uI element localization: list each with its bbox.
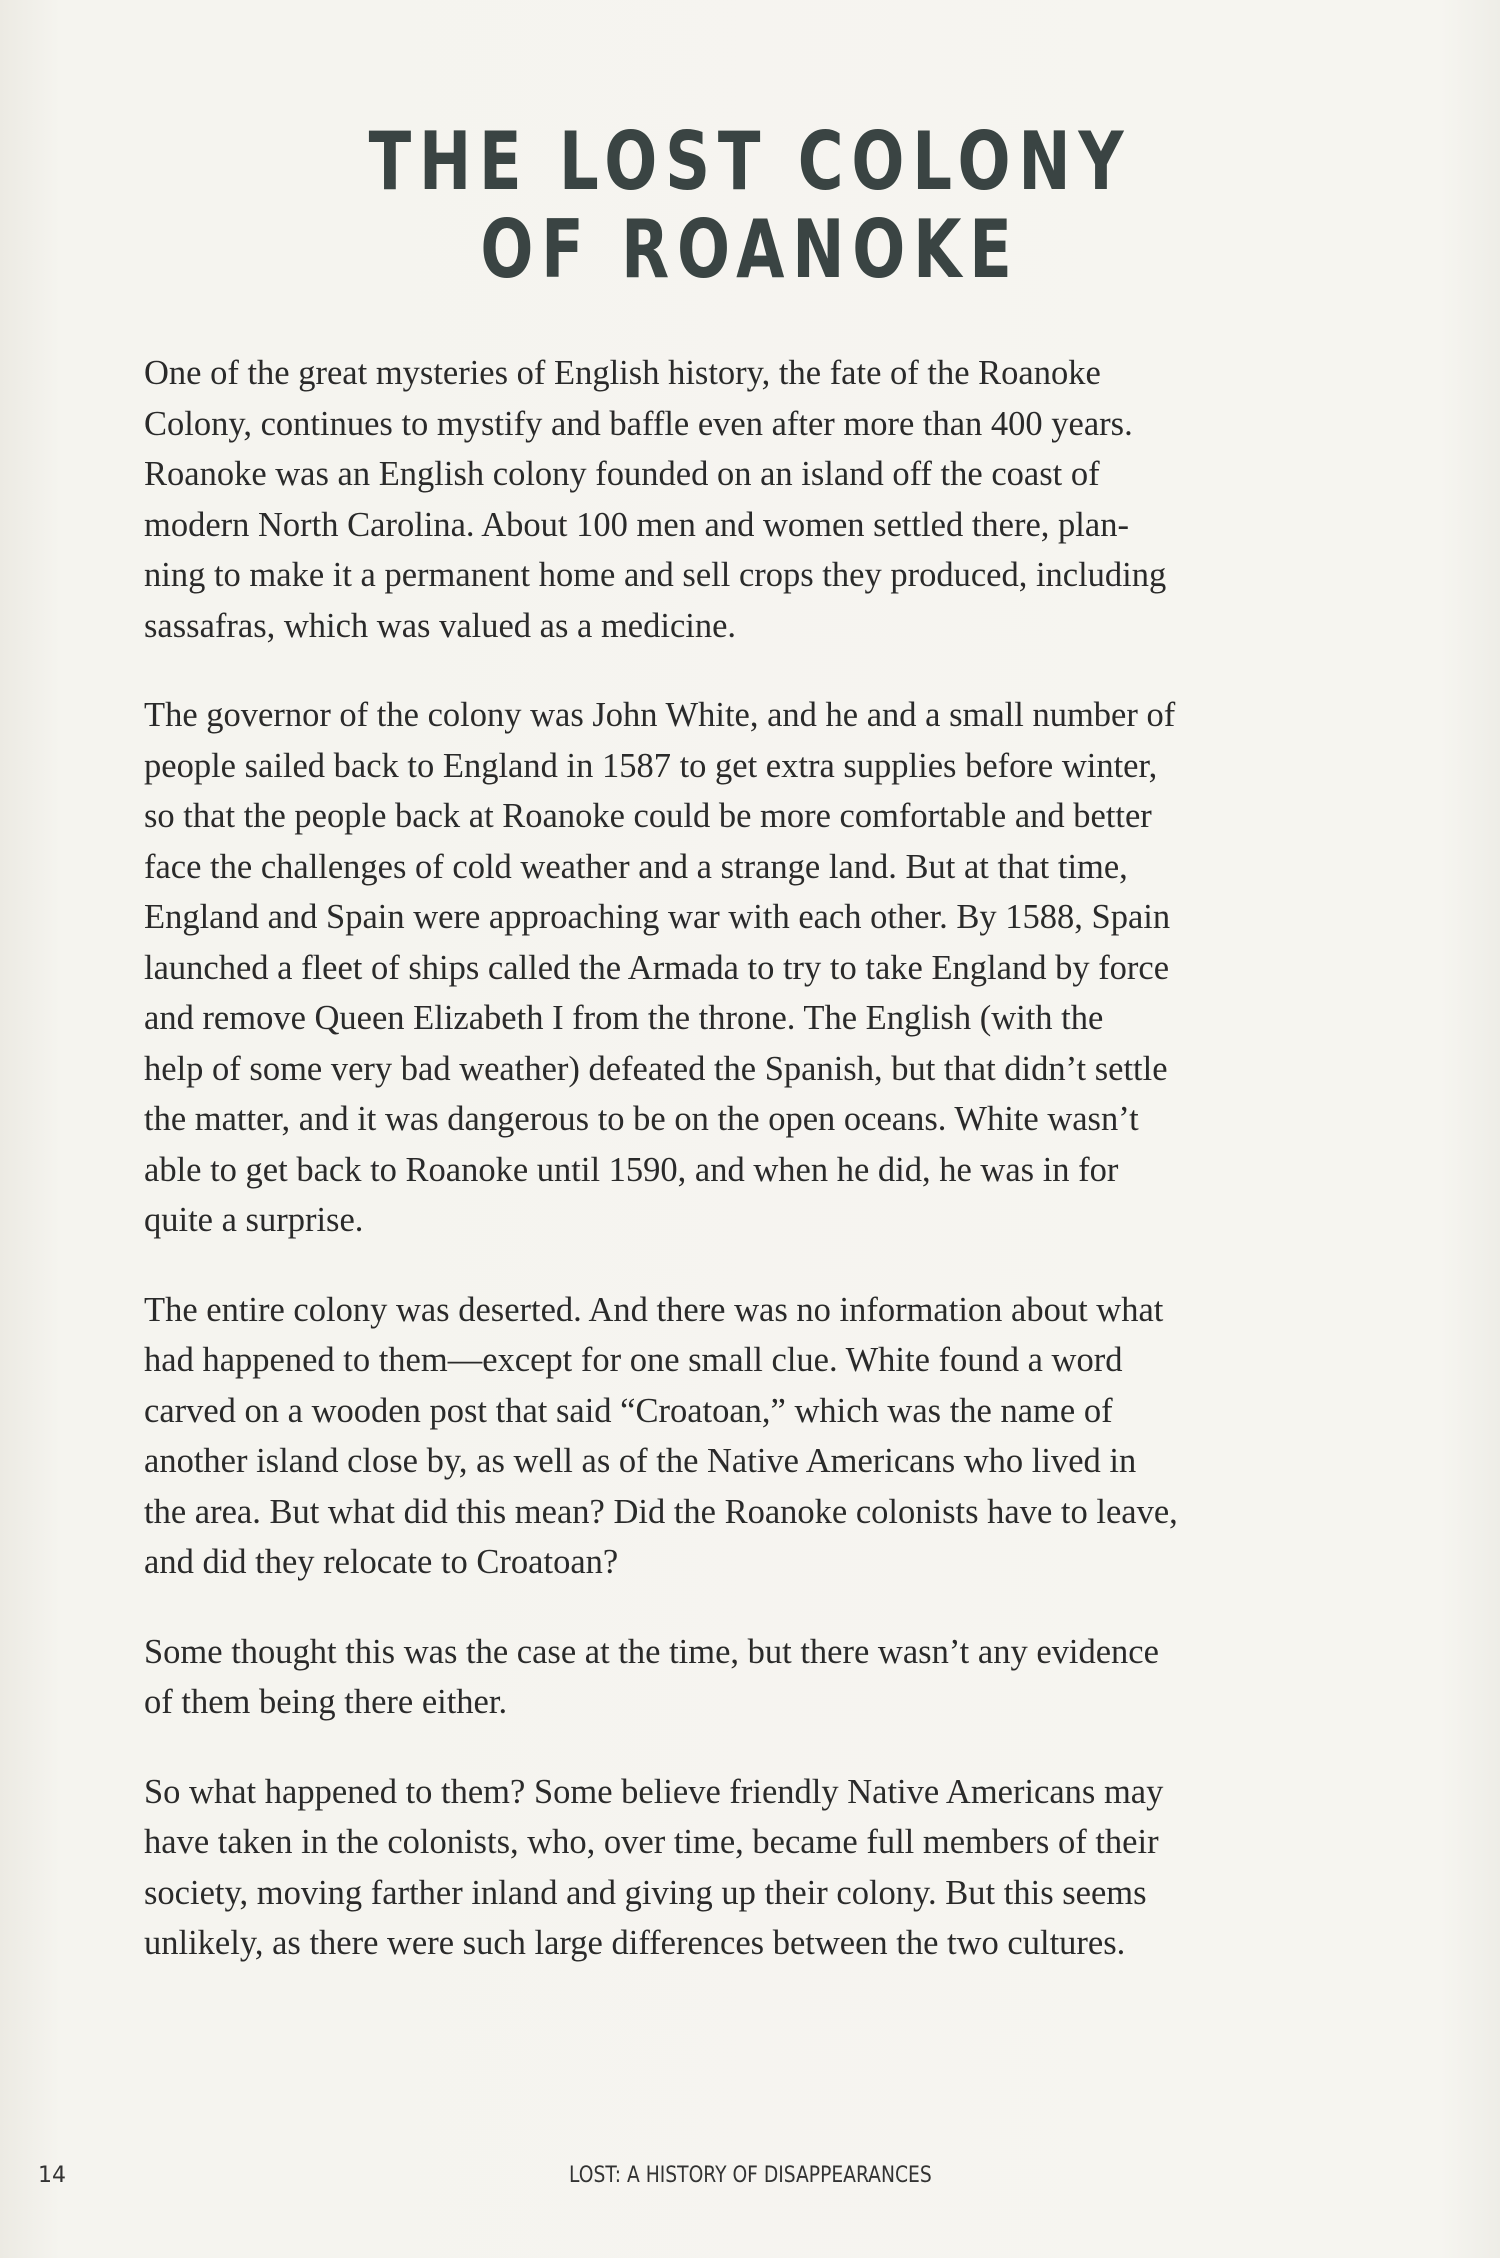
text-line: sassafras, which was valued as a medicine. bbox=[144, 606, 737, 645]
running-footer bbox=[0, 2163, 1500, 2188]
text-line: and did they relocate to Croatoan? bbox=[144, 1543, 619, 1581]
text-line: society, moving farther inland and giving up their colony. But this seems bbox=[144, 1873, 1147, 1912]
text-line: The entire colony was deserted. And there was no information about what bbox=[144, 1290, 1164, 1329]
paragraph bbox=[144, 690, 1374, 1246]
text-line: Some thought this was the case at the time, but there wasn’t any evidence bbox=[144, 1632, 1159, 1671]
paragraph bbox=[144, 1285, 1374, 1588]
text-line: able to get back to Roanoke until 1590, and when he did, he was in for bbox=[144, 1150, 1119, 1189]
text-line: another island close by, as well as of the Native Americans who lived in bbox=[144, 1442, 1137, 1480]
chapter-title-line-2: OF ROANOKE bbox=[480, 203, 1020, 296]
text-line: and remove Queen Elizabeth I from the throne. The English (with the bbox=[144, 999, 1104, 1037]
text-line: had happened to them—except for one small clue. White found a word bbox=[144, 1341, 1123, 1379]
paragraph bbox=[144, 348, 1374, 651]
text-line: people sailed back to England in 1587 to get extra supplies before winter, bbox=[144, 746, 1158, 785]
text-line: quite a surprise. bbox=[144, 1201, 364, 1239]
text-line: help of some very bad weather) defeated the Spanish, but that didn’t settle bbox=[144, 1049, 1168, 1088]
text-line: of them being there either. bbox=[144, 1683, 508, 1721]
text-line: modern North Carolina. About 100 men and women settled there, plan- bbox=[144, 505, 1129, 544]
paragraph bbox=[144, 1627, 1374, 1728]
text-line: carved on a wooden post that said “Croatoan,” which was the name of bbox=[144, 1391, 1113, 1430]
text-line: So what happened to them? Some believe friendly Native Americans may bbox=[144, 1772, 1164, 1811]
chapter-title bbox=[0, 115, 1500, 296]
text-line: England and Spain were approaching war with each other. By 1588, Spain bbox=[144, 898, 1171, 936]
paragraph bbox=[144, 1767, 1374, 1969]
text-line: the matter, and it was dangerous to be on the open oceans. White wasn’t bbox=[144, 1100, 1139, 1138]
text-line: the area. But what did this mean? Did the Roanoke colonists have to leave, bbox=[144, 1492, 1178, 1531]
text-line: launched a fleet of ships called the Armada to try to take England by force bbox=[144, 948, 1170, 987]
text-line: have taken in the colonists, who, over time, became full members of their bbox=[144, 1823, 1159, 1861]
text-line: The governor of the colony was John White, and he and a small number of bbox=[144, 696, 1176, 734]
body-text bbox=[144, 348, 1374, 2008]
page-number: 14 bbox=[38, 2163, 66, 2188]
text-line: One of the great mysteries of English history, the fate of the Roanoke bbox=[144, 354, 1101, 392]
text-line: face the challenges of cold weather and a strange land. But at that time, bbox=[144, 847, 1128, 886]
book-title: LOST: A HISTORY OF DISAPPEARANCES bbox=[568, 2163, 932, 2188]
text-line: unlikely, as there were such large differences between the two cultures. bbox=[144, 1924, 1126, 1962]
chapter-title-line-1: THE LOST COLONY bbox=[368, 115, 1132, 208]
text-line: so that the people back at Roanoke could be more comfortable and better bbox=[144, 797, 1152, 835]
text-line: Colony, continues to mystify and baffle even after more than 400 years. bbox=[144, 404, 1133, 443]
text-line: ning to make it a permanent home and sell crops they produced, including bbox=[144, 556, 1167, 594]
text-line: Roanoke was an English colony founded on an island off the coast of bbox=[144, 455, 1100, 493]
